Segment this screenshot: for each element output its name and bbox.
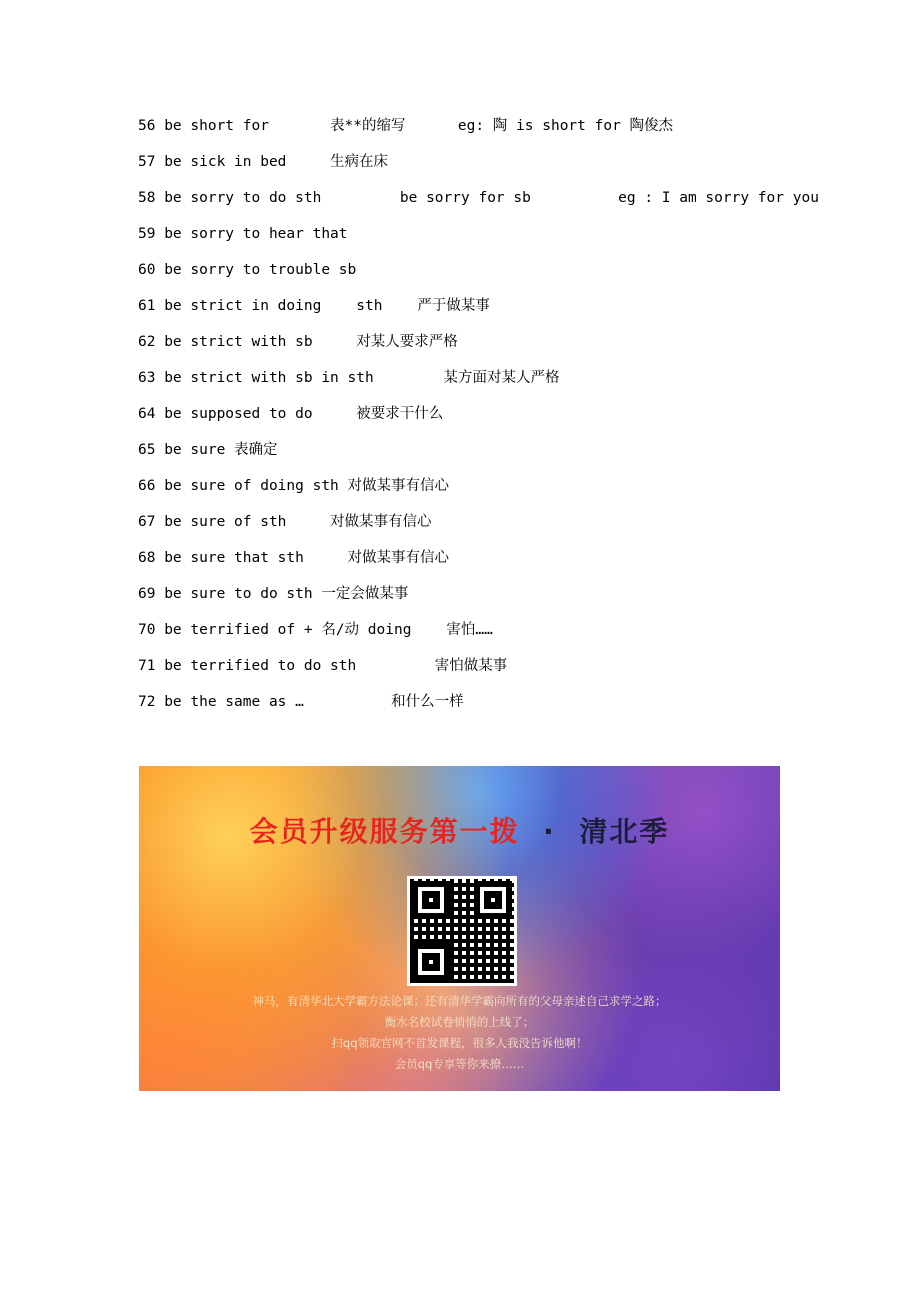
list-item: 60 be sorry to trouble sb: [138, 262, 357, 278]
banner-line: 衡水名校试卷悄悄的上线了；: [384, 1015, 535, 1029]
banner-line: 神马，有清华北大学霸方法论课；还有清华学霸向所有的父母亲述自己求学之路；: [252, 994, 667, 1008]
list-item: 69 be sure to do sth 一定会做某事: [138, 586, 409, 602]
list-item: 70 be terrified of + 名/动 doing 害怕……: [138, 622, 493, 638]
list-item: 61 be strict in doing sth 严于做某事: [138, 298, 490, 314]
promo-banner[interactable]: [139, 766, 780, 1091]
qr-code-icon[interactable]: [407, 876, 517, 986]
banner-body-text: [139, 991, 780, 1075]
list-item: 72 be the same as … 和什么一样: [138, 694, 464, 710]
banner-line: 扫qq领取官网不首发课程，很多人我没告诉他啊！: [331, 1036, 588, 1050]
list-item: 68 be sure that sth 对做某事有信心: [138, 550, 450, 566]
list-item: 62 be strict with sb 对某人要求严格: [138, 334, 458, 350]
list-item: 67 be sure of sth 对做某事有信心: [138, 514, 432, 530]
banner-title-sub: 清北季: [579, 815, 670, 848]
banner-title-separator: ·: [519, 815, 580, 848]
banner-title: [139, 810, 780, 850]
list-item: 64 be supposed to do 被要求干什么: [138, 406, 444, 422]
list-item: 56 be short for 表**的缩写 eg: 陶 is short for 陶俊杰: [138, 118, 674, 134]
vocabulary-list: [138, 108, 858, 720]
list-item: 57 be sick in bed 生病在床: [138, 154, 389, 170]
list-item: 71 be terrified to do sth 害怕做某事: [138, 658, 508, 674]
list-item: 65 be sure 表确定: [138, 442, 278, 458]
banner-title-main: 会员升级服务第一拨: [249, 815, 520, 848]
banner-line: 会员qq专享等你来撩……: [394, 1057, 525, 1071]
list-item: 63 be strict with sb in sth 某方面对某人严格: [138, 370, 560, 386]
list-item: 66 be sure of doing sth 对做某事有信心: [138, 478, 450, 494]
list-item: 58 be sorry to do sth be sorry for sb eg : I am sorry for you: [138, 190, 819, 206]
list-item: 59 be sorry to hear that: [138, 226, 348, 242]
